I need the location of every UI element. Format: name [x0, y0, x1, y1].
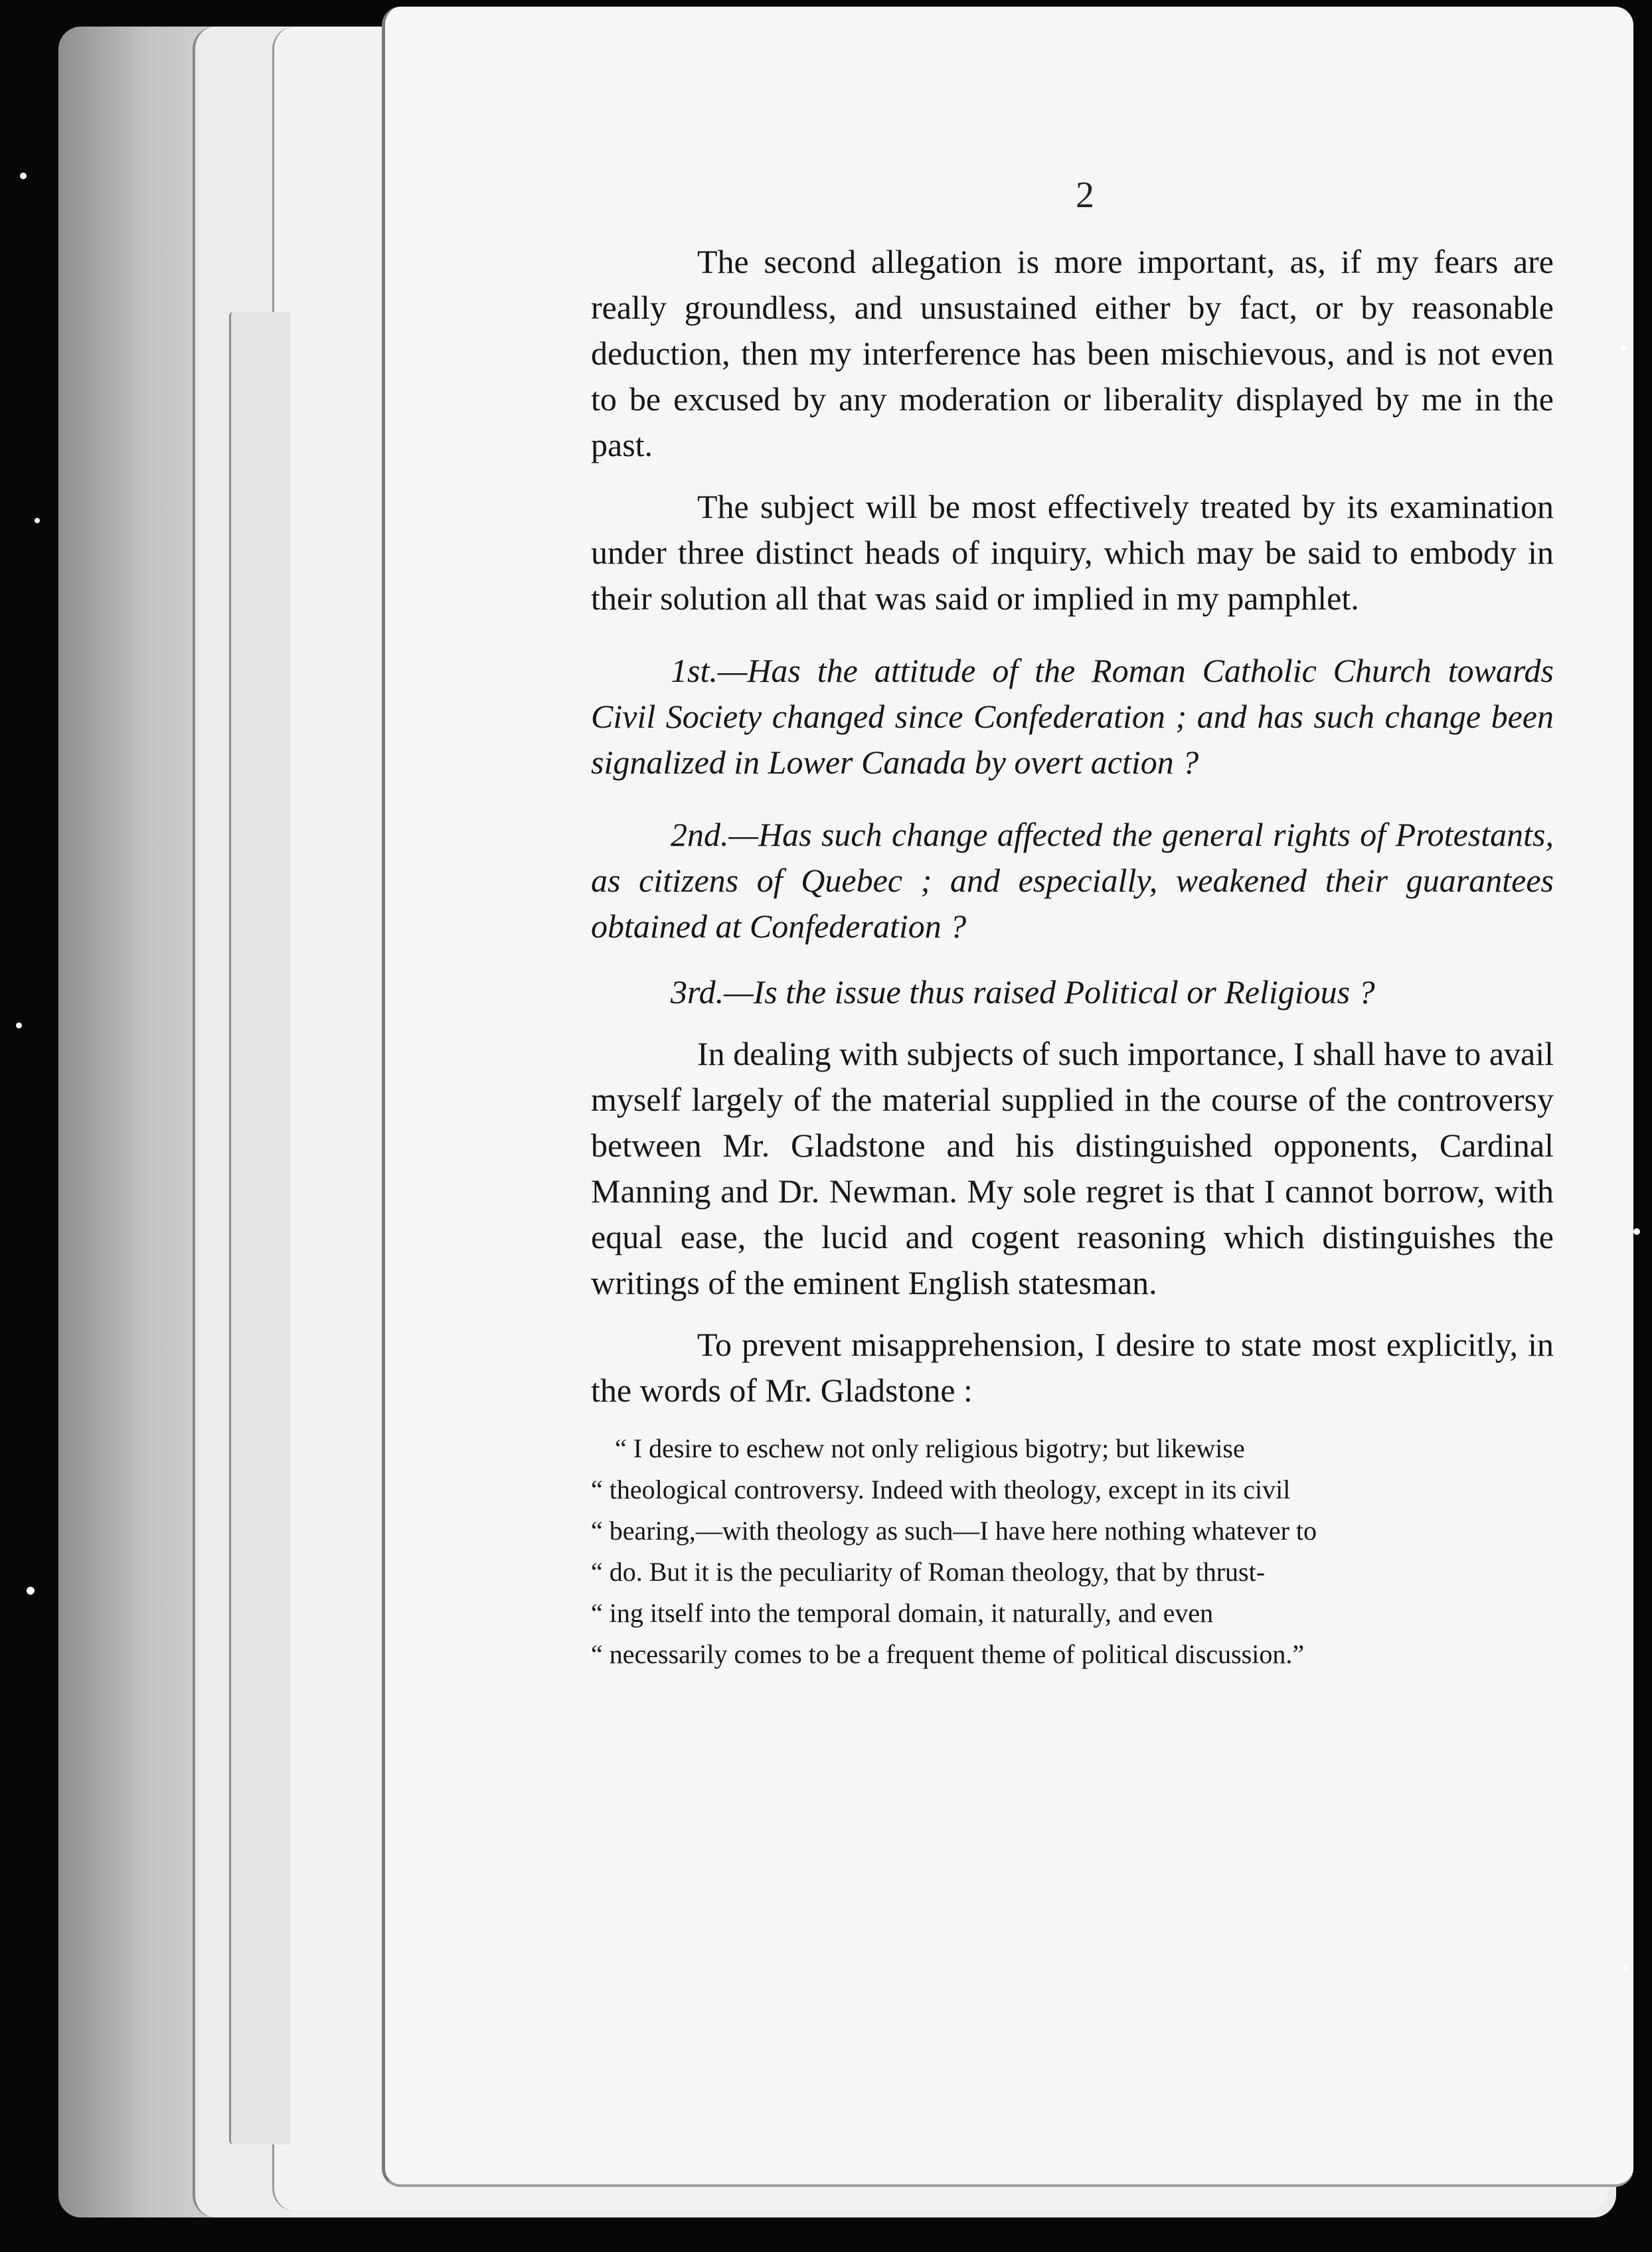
paragraph-second-allegation: The second allegation is more important, as, if my fears are really groundless, and unsustained either by fact, or by reasonable deduction, then my interference has been mischievous, and is not even to be excused by any moderation or liberality displayed by me in the past.: [591, 243, 1554, 463]
folded-insert-edge: [229, 312, 291, 2144]
paragraph-gladstone-controversy: In dealing with subjects of such importance, I shall have to avail myself largely of the material supplied in the course of the controversy between Mr. Gladstone and his distinguished opponents, Cardinal Manning and Dr. Newman. My sole regret is that I cannot borrow, with equal ease, the lucid and cogent reasoning which distinguishes the writings of the eminent English statesman.: [591, 1035, 1554, 1301]
quote-line: “ I desire to eschew not only religious bigotry; but likewise: [615, 1433, 1245, 1463]
page-body: [591, 239, 1554, 1675]
scan-speck: [1620, 345, 1626, 351]
scan-speck: [27, 1587, 35, 1595]
scan-speck: [20, 173, 27, 179]
question-second: 2nd.—Has such change affected the general rights of Protestants, as citizens of Quebec ; and especially, weakened their guarantees obtained at Confederation ?: [591, 816, 1554, 945]
quote-line: “ necessarily comes to be a frequent theme of political discussion.”: [591, 1639, 1305, 1669]
question-first: 1st.—Has the attitude of the Roman Catholic Church towards Civil Society changed since Confederation ; and has such change been signalized in Lower Canada by overt action ?: [591, 652, 1554, 781]
scan-speck: [1633, 1228, 1640, 1235]
scan-speck: [1623, 1965, 1629, 1970]
quote-line: “ ing itself into the temporal domain, it naturally, and even: [591, 1598, 1214, 1628]
page-number: 2: [1076, 175, 1094, 216]
quote-line: “ bearing,—with theology as such—I have here nothing whatever to: [591, 1516, 1317, 1546]
quote-line: “ theological controversy. Indeed with theology, except in its civil: [591, 1475, 1291, 1504]
scan-speck: [16, 1022, 22, 1028]
paragraph-three-heads: The subject will be most effectively treated by its examination under three distinct heads of inquiry, which may be said to embody in their solution all that was said or implied in my pamphlet.: [591, 488, 1554, 617]
question-third: 3rd.—Is the issue thus raised Political or Religious ?: [671, 973, 1375, 1010]
scan-speck: [35, 518, 40, 523]
gladstone-quotation: [591, 1428, 1554, 1675]
paragraph-misapprehension: To prevent misapprehension, I desire to state most explicitly, in the words of Mr. Gladstone :: [591, 1326, 1554, 1409]
quote-line: “ do. But it is the peculiarity of Roman theology, that by thrust-: [591, 1557, 1266, 1587]
